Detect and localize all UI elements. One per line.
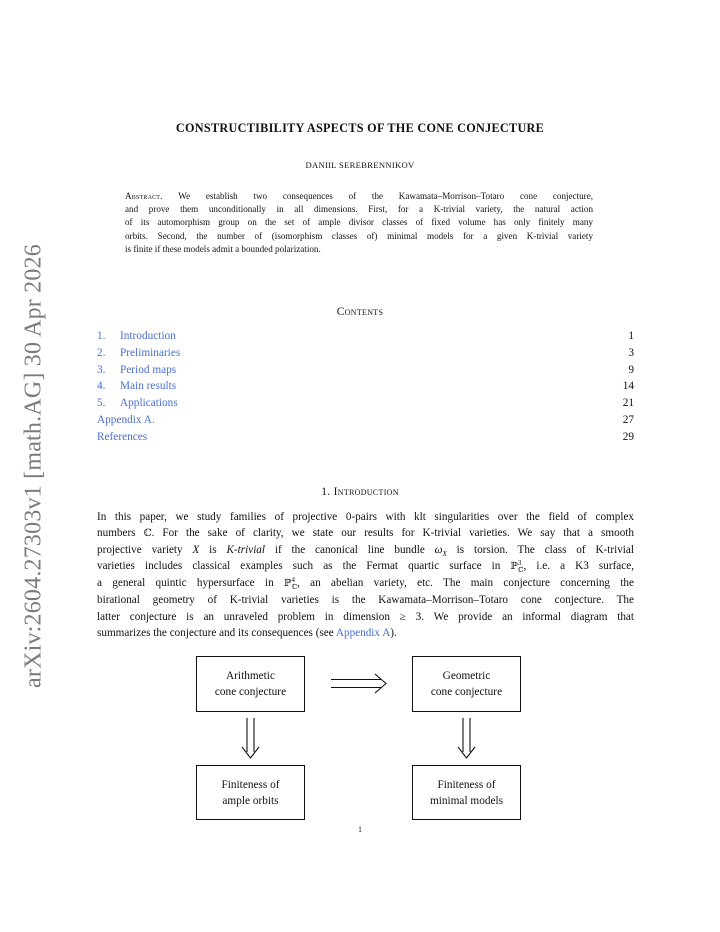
toc-row [97,380,634,397]
section-title: Introduction [333,486,399,498]
paragraph-text: . For the sake of clarity, we state our results for K-trivial varieties. We say that a smooth [151,527,634,540]
toc-row [97,330,634,347]
intro-paragraph [97,509,634,641]
paragraph-text: varieties includes classical examples such as the Fermat quartic surface in [97,560,511,573]
toc-row [97,347,634,364]
paragraph-text: summarizes the conjecture and its consequences (see [97,626,336,639]
paragraph-line [97,575,634,592]
paragraph-text: a general quintic hypersurface in [97,577,284,590]
abstract-line [125,190,593,203]
projective-space-symbol: ℙ [283,578,292,590]
toc-number: 1. [97,330,106,342]
box-label: Geometric [442,670,491,682]
toc-label: Introduction [120,330,176,342]
paper-title: CONSTRUCTIBILITY ASPECTS OF THE CONE CONJECTURE [175,121,545,135]
math-symbol: ω [434,544,443,557]
math-subscript: ℂ [291,582,298,591]
toc-number: 4. [97,380,106,393]
box-label: cone conjecture [430,686,503,698]
toc-link-references[interactable]: References [97,430,148,443]
paragraph-text: , an abelian variety, etc. The main conjecture concerning the [297,577,634,590]
paragraph-line: birational geometry of K-trivial varieties is the Kawamata–Morrison–Totaro cone conjecture. The [97,594,634,607]
paragraph-line [97,509,634,525]
table-of-contents [97,330,634,448]
geometric-cone-conjecture-box [412,656,521,712]
toc-row [97,397,634,414]
contents-title: Contents [336,306,384,318]
box-label: minimal models [429,794,504,807]
abstract-line: of its automorphism group on the set of ample divisor classes of fixed volume has only finitely many [125,217,593,228]
box-label: Finiteness of [437,778,496,791]
left-down-implies-arrow [242,718,259,758]
horizontal-implies-arrow [331,674,386,693]
toc-label: Period maps [120,363,177,376]
paragraph-line [97,525,634,542]
toc-link-period-maps[interactable] [97,364,176,376]
toc-link-applications[interactable] [97,397,178,409]
toc-page: 1 [628,330,634,342]
toc-page: 29 [622,430,634,443]
paragraph-line [97,558,634,575]
toc-number: 3. [97,363,106,376]
paper-author: DANIIL SEREBRENNIKOV [305,160,415,170]
box-label: Arithmetic [226,670,275,682]
paragraph-line: latter conjecture is an unraveled problem in dimension ≥ 3. We provide an informal diagram that [97,610,634,623]
arithmetic-cone-conjecture-box [196,656,305,712]
paragraph-text: In this paper, we study families of projective 0-pairs with klt singularities over the field of complex [97,511,634,523]
arxiv-identifier-stamp[interactable]: arXiv:2604.27303v1 [math.AG] 30 Apr 2026 [20,244,47,688]
abstract-text: We establish two consequences of the Kawamata–Morrison–Totaro cone conjecture, [178,191,594,201]
appendix-a-link[interactable]: Appendix A [335,626,391,639]
toc-link-appendix-a[interactable]: Appendix A. [97,413,155,426]
toc-row [97,364,634,381]
paragraph-text: if the canonical line bundle [265,544,435,557]
paragraph-line [97,542,634,558]
toc-number: 5. [97,397,106,410]
paragraph-text: , i.e. a K3 surface, [523,560,634,573]
page-number: 1 [358,825,362,834]
toc-page: 3 [628,346,634,359]
toc-row [97,414,634,431]
toc-row [97,431,634,448]
math-superscript: 4 [291,575,295,584]
box-label: ample orbits [222,794,279,807]
toc-link-introduction[interactable] [97,330,176,342]
emphasized-term: K-trivial [226,544,266,557]
toc-label: Preliminaries [120,346,181,359]
section-heading [0,486,720,498]
math-subscript: X [442,550,447,559]
toc-label: Applications [120,397,178,410]
right-down-implies-arrow [458,718,475,758]
toc-link-preliminaries[interactable] [97,347,180,359]
projective-space-symbol: ℙ [510,561,518,573]
paragraph-text: is torsion. The class of K-trivial [446,544,634,557]
toc-number: 2. [97,346,106,359]
paragraph-text: ). [390,626,397,639]
section-number: 1. [321,486,331,498]
toc-label: Main results [120,380,177,393]
toc-link-main-results[interactable] [97,380,176,392]
math-subscript: ℂ [517,565,524,574]
toc-page: 9 [628,363,634,376]
paragraph-text: projective variety [97,544,193,557]
paragraph-text: numbers [97,527,144,540]
toc-page: 27 [622,413,634,426]
finiteness-ample-orbits-box [196,765,305,820]
box-label: Finiteness of [221,778,280,791]
toc-page: 14 [622,380,634,393]
box-label: cone conjecture [214,686,287,698]
math-superscript: 3 [517,558,522,567]
abstract-line: orbits. Second, the number of (isomorphism classes of) minimal models for a given K-trivial variety [125,230,593,241]
paragraph-text: is [199,544,227,557]
math-variable: X [192,544,200,557]
complex-numbers-symbol: ℂ [143,528,152,540]
abstract-line: and prove them unconditionally in all dimensions. First, for a K-trivial variety, the natural action [125,204,593,215]
abstract-heading: Abstract. [125,191,163,201]
paragraph-line [97,625,634,641]
finiteness-minimal-models-box [412,765,521,820]
toc-page: 21 [622,397,634,410]
abstract-line: is finite if these models admit a bounded polarization. [125,243,321,254]
abstract [125,190,593,256]
